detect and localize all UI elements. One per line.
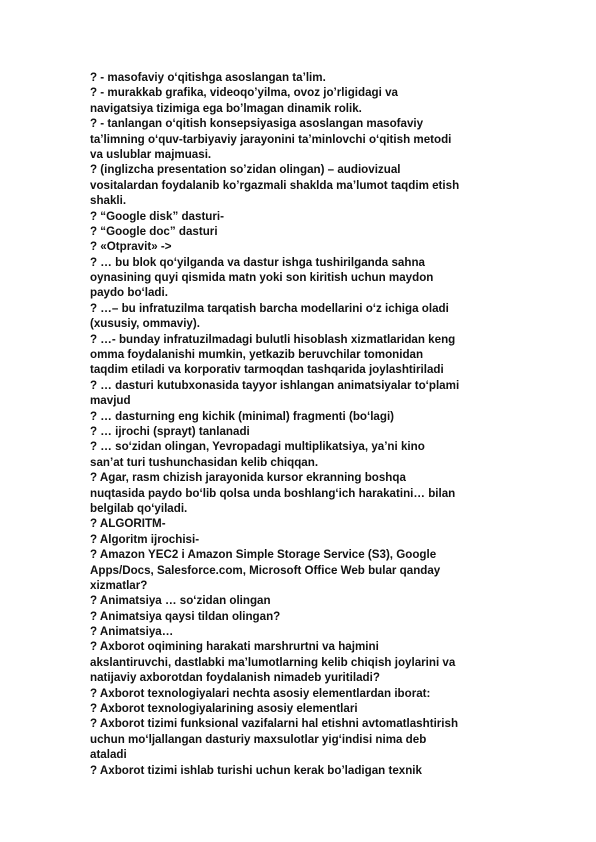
text-line: ? ALGORITM- [90, 517, 166, 531]
text-line: nuqtasida paydo bo‘lib qolsa unda boshlang‘ich harakatini… bilan [90, 486, 456, 500]
text-line: ? … dasturi kutubxonasida tayyor ishlangan animatsiyalar to‘plami [90, 378, 460, 392]
text-line: ta’limning o‘quv-tarbiyaviy jarayonini ta’minlovchi o‘qitish metodi [90, 132, 452, 146]
text-line: uchun mo‘ljallangan dasturiy maxsulotlar yig‘indisi nima deb [90, 732, 427, 746]
text-line: ? Animatsiya … so‘zidan olingan [90, 594, 271, 608]
question-list [90, 70, 510, 778]
text-line: mavjud [90, 394, 131, 408]
text-line: ? Axborot tizimi ishlab turishi uchun kerak bo’ladigan texnik [90, 763, 422, 777]
text-line: ? Axborot texnologiyalari nechta asosiy elementlardan iborat: [90, 686, 431, 700]
text-line: ? (inglizcha presentation so’zidan olingan) – audiovizual [90, 163, 401, 177]
text-line: ? “Google doc” dasturi [90, 224, 218, 238]
text-line: ? - murakkab grafika, videoqo’yilma, ovoz jo’rligidagi va [90, 86, 398, 100]
text-line: oynasining quyi qismida matn yoki son kiritish uchun maydon [90, 271, 434, 285]
text-line: paydo bo‘ladi. [90, 286, 168, 300]
text-line: ataladi [90, 748, 127, 762]
text-line: omma foydalanishi mumkin, yetkazib beruvchilar tomonidan [90, 348, 424, 362]
text-line: ? … so‘zidan olingan, Yevropadagi multiplikatsiya, ya’ni kino [90, 440, 425, 454]
text-line: ? … dasturning eng kichik (minimal) fragmenti (bo‘lagi) [90, 409, 395, 423]
text-line: vositalardan foydalanib ko’rgazmali shaklda ma’lumot taqdim etish [90, 178, 460, 192]
text-line: ? …– bu infratuzilma tarqatish barcha modellarini o‘z ichiga oladi [90, 301, 449, 315]
text-line: ? Animatsiya… [90, 625, 174, 639]
text-line: ? … bu blok qo‘yilganda va dastur ishga tushirilganda sahna [90, 255, 425, 269]
text-line: ? Algoritm ijrochisi- [90, 532, 200, 546]
text-line: ? «Otpravit» -> [90, 240, 172, 254]
text-line: ? … ijrochi (sprayt) tanlanadi [90, 424, 250, 438]
text-line: navigatsiya tizimiga ega bo’lmagan dinamik rolik. [90, 101, 362, 115]
text-line: va uslublar majmuasi. [90, 147, 212, 161]
text-line: ? Axborot oqimining harakati marshrurtni va hajmini [90, 640, 379, 654]
text-line: ? - masofaviy o‘qitishga asoslangan ta’lim. [90, 71, 326, 84]
text-line: Apps/Docs, Salesforce.com, Microsoft Office Web bular qanday [90, 563, 441, 577]
text-line: akslantiruvchi, dastlabki ma’lumotlarning kelib chiqish joylarini va [90, 655, 456, 669]
text-line: ? Animatsiya qaysi tildan olingan? [90, 609, 281, 623]
text-line: san’at turi tushunchasidan kelib chiqqan. [90, 455, 319, 469]
text-line: ? Axborot texnologiyalarining asosiy elementlari [90, 702, 358, 716]
text-line: ? Agar, rasm chizish jarayonida kursor ekranning boshqa [90, 471, 406, 485]
text-line: ? …- bunday infratuzilmadagi bulutli hisoblash xizmatlaridan keng [90, 332, 456, 346]
text-line: shakli. [90, 194, 127, 208]
text-line: ? “Google disk” dasturi- [90, 209, 224, 223]
text-line: ? Axborot tizimi funksional vazifalarni hal etishni avtomatlashtirish [90, 717, 459, 731]
text-line: (xususiy, ommaviy). [90, 317, 200, 331]
text-line: ? - tanlangan o‘qitish konsepsiyasiga asoslangan masofaviy [90, 117, 424, 131]
text-line: ? Amazon YEC2 i Amazon Simple Storage Service (S3), Google [90, 548, 437, 562]
text-line: xizmatlar? [90, 578, 148, 592]
text-line: natijaviy axborotdan foydalanish nimadeb yuritiladi? [90, 671, 380, 685]
text-line: belgilab qo‘yiladi. [90, 501, 188, 515]
text-line: taqdim etiladi va korporativ tarmoqdan tashqarida joylashtiriladi [90, 363, 444, 377]
